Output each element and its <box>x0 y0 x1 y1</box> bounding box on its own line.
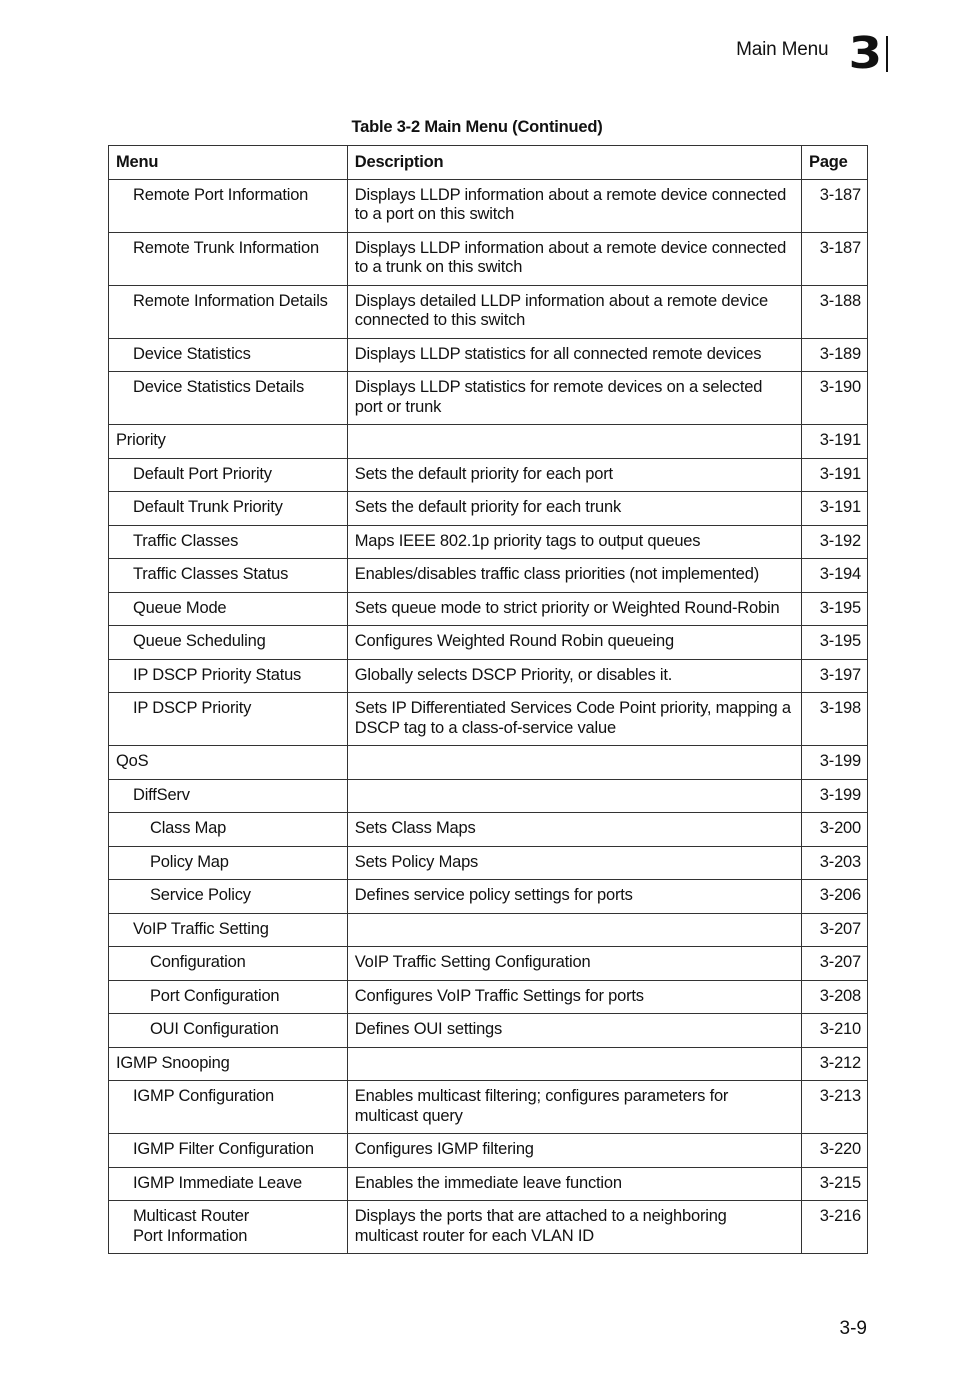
table-row <box>109 1201 868 1254</box>
page-cell: 3-191 <box>802 458 868 492</box>
table-row <box>109 813 868 847</box>
menu-cell: IGMP Immediate Leave <box>109 1167 348 1201</box>
page-cell: 3-192 <box>802 525 868 559</box>
menu-cell: IGMP Snooping <box>109 1047 348 1081</box>
table-row <box>109 1014 868 1048</box>
menu-cell: Policy Map <box>109 846 348 880</box>
description-cell: Sets Policy Maps <box>347 846 801 880</box>
menu-cell: Default Port Priority <box>109 458 348 492</box>
table-row <box>109 880 868 914</box>
description-cell: Configures Weighted Round Robin queueing <box>347 626 801 660</box>
menu-cell: QoS <box>109 746 348 780</box>
description-cell: Defines OUI settings <box>347 1014 801 1048</box>
page-cell: 3-215 <box>802 1167 868 1201</box>
table-body <box>109 179 868 1254</box>
table-row <box>109 525 868 559</box>
page-cell: 3-199 <box>802 779 868 813</box>
table-row <box>109 746 868 780</box>
table-row <box>109 659 868 693</box>
description-cell: Displays LLDP statistics for all connected remote devices <box>347 338 801 372</box>
table-header-row <box>109 146 868 180</box>
page-cell: 3-190 <box>802 372 868 425</box>
menu-cell: Traffic Classes <box>109 525 348 559</box>
page-cell: 3-212 <box>802 1047 868 1081</box>
page-cell: 3-198 <box>802 693 868 746</box>
page-cell: 3-191 <box>802 492 868 526</box>
page-cell: 3-187 <box>802 179 868 232</box>
page-cell: 3-195 <box>802 592 868 626</box>
description-cell: Enables the immediate leave function <box>347 1167 801 1201</box>
menu-cell: Port Configuration <box>109 980 348 1014</box>
page-cell: 3-220 <box>802 1134 868 1168</box>
page-cell: 3-188 <box>802 285 868 338</box>
page-cell: 3-200 <box>802 813 868 847</box>
menu-cell: Default Trunk Priority <box>109 492 348 526</box>
menu-cell: Queue Mode <box>109 592 348 626</box>
menu-cell: Queue Scheduling <box>109 626 348 660</box>
table-row <box>109 1081 868 1134</box>
description-cell: Sets the default priority for each port <box>347 458 801 492</box>
menu-cell: Multicast Router Port Information <box>109 1201 348 1254</box>
description-cell <box>347 779 801 813</box>
page-cell: 3-203 <box>802 846 868 880</box>
menu-cell: Remote Port Information <box>109 179 348 232</box>
menu-cell: OUI Configuration <box>109 1014 348 1048</box>
page-cell: 3-207 <box>802 913 868 947</box>
column-header-description: Description <box>347 146 801 180</box>
menu-cell: VoIP Traffic Setting <box>109 913 348 947</box>
menu-cell: IP DSCP Priority Status <box>109 659 348 693</box>
page-cell: 3-213 <box>802 1081 868 1134</box>
description-cell: Displays the ports that are attached to a neighboring multicast router for each VLAN ID <box>347 1201 801 1254</box>
table-row <box>109 947 868 981</box>
chapter-marker <box>848 28 888 79</box>
description-cell: Sets queue mode to strict priority or Weighted Round-Robin <box>347 592 801 626</box>
description-cell <box>347 425 801 459</box>
description-cell: Configures VoIP Traffic Settings for ports <box>347 980 801 1014</box>
page-cell: 3-191 <box>802 425 868 459</box>
table-row <box>109 559 868 593</box>
description-cell: Sets IP Differentiated Services Code Point priority, mapping a DSCP tag to a class-of-service value <box>347 693 801 746</box>
menu-cell: Remote Information Details <box>109 285 348 338</box>
menu-cell: Class Map <box>109 813 348 847</box>
page-cell: 3-206 <box>802 880 868 914</box>
section-title: Main Menu <box>736 39 829 60</box>
menu-cell: Device Statistics <box>109 338 348 372</box>
page-cell: 3-207 <box>802 947 868 981</box>
table-row <box>109 179 868 232</box>
description-cell: Sets Class Maps <box>347 813 801 847</box>
page-cell: 3-199 <box>802 746 868 780</box>
page-cell: 3-208 <box>802 980 868 1014</box>
table-row <box>109 338 868 372</box>
page-cell: 3-194 <box>802 559 868 593</box>
table-row <box>109 626 868 660</box>
description-cell <box>347 746 801 780</box>
table-row <box>109 1047 868 1081</box>
table-row <box>109 779 868 813</box>
description-cell: Maps IEEE 802.1p priority tags to output queues <box>347 525 801 559</box>
main-menu-table <box>108 145 868 1254</box>
table-row <box>109 492 868 526</box>
table-row <box>109 980 868 1014</box>
description-cell: VoIP Traffic Setting Configuration <box>347 947 801 981</box>
page-cell: 3-189 <box>802 338 868 372</box>
description-cell: Enables multicast filtering; configures parameters for multicast query <box>347 1081 801 1134</box>
menu-cell: Priority <box>109 425 348 459</box>
description-cell <box>347 913 801 947</box>
table-row <box>109 693 868 746</box>
table-row <box>109 1134 868 1168</box>
table-caption: Table 3-2 Main Menu (Continued) <box>351 118 603 136</box>
page-cell: 3-195 <box>802 626 868 660</box>
description-cell: Displays LLDP information about a remote device connected to a port on this switch <box>347 179 801 232</box>
menu-cell: DiffServ <box>109 779 348 813</box>
menu-cell: Remote Trunk Information <box>109 232 348 285</box>
table-row <box>109 913 868 947</box>
page-cell: 3-210 <box>802 1014 868 1048</box>
description-cell: Displays LLDP information about a remote device connected to a trunk on this switch <box>347 232 801 285</box>
table-row <box>109 846 868 880</box>
page-number: 3-9 <box>839 1318 867 1339</box>
table-row <box>109 232 868 285</box>
running-header <box>736 28 888 79</box>
menu-cell: Configuration <box>109 947 348 981</box>
menu-cell: IGMP Filter Configuration <box>109 1134 348 1168</box>
description-cell <box>347 1047 801 1081</box>
table-row <box>109 458 868 492</box>
table-row <box>109 425 868 459</box>
description-cell: Enables/disables traffic class priorities (not implemented) <box>347 559 801 593</box>
column-header-menu: Menu <box>109 146 348 180</box>
description-cell: Configures IGMP filtering <box>347 1134 801 1168</box>
menu-cell: IGMP Configuration <box>109 1081 348 1134</box>
menu-cell: Traffic Classes Status <box>109 559 348 593</box>
chapter-number: 3 <box>848 28 882 79</box>
page-cell: 3-197 <box>802 659 868 693</box>
table-row <box>109 372 868 425</box>
description-cell: Displays detailed LLDP information about a remote device connected to this switch <box>347 285 801 338</box>
page-cell: 3-216 <box>802 1201 868 1254</box>
menu-cell: Device Statistics Details <box>109 372 348 425</box>
description-cell: Sets the default priority for each trunk <box>347 492 801 526</box>
description-cell: Globally selects DSCP Priority, or disables it. <box>347 659 801 693</box>
column-header-page: Page <box>802 146 868 180</box>
table-row <box>109 1167 868 1201</box>
page-cell: 3-187 <box>802 232 868 285</box>
table-row <box>109 285 868 338</box>
description-cell: Defines service policy settings for ports <box>347 880 801 914</box>
menu-cell: IP DSCP Priority <box>109 693 348 746</box>
table-row <box>109 592 868 626</box>
menu-cell: Service Policy <box>109 880 348 914</box>
chapter-rule <box>886 36 888 72</box>
description-cell: Displays LLDP statistics for remote devices on a selected port or trunk <box>347 372 801 425</box>
